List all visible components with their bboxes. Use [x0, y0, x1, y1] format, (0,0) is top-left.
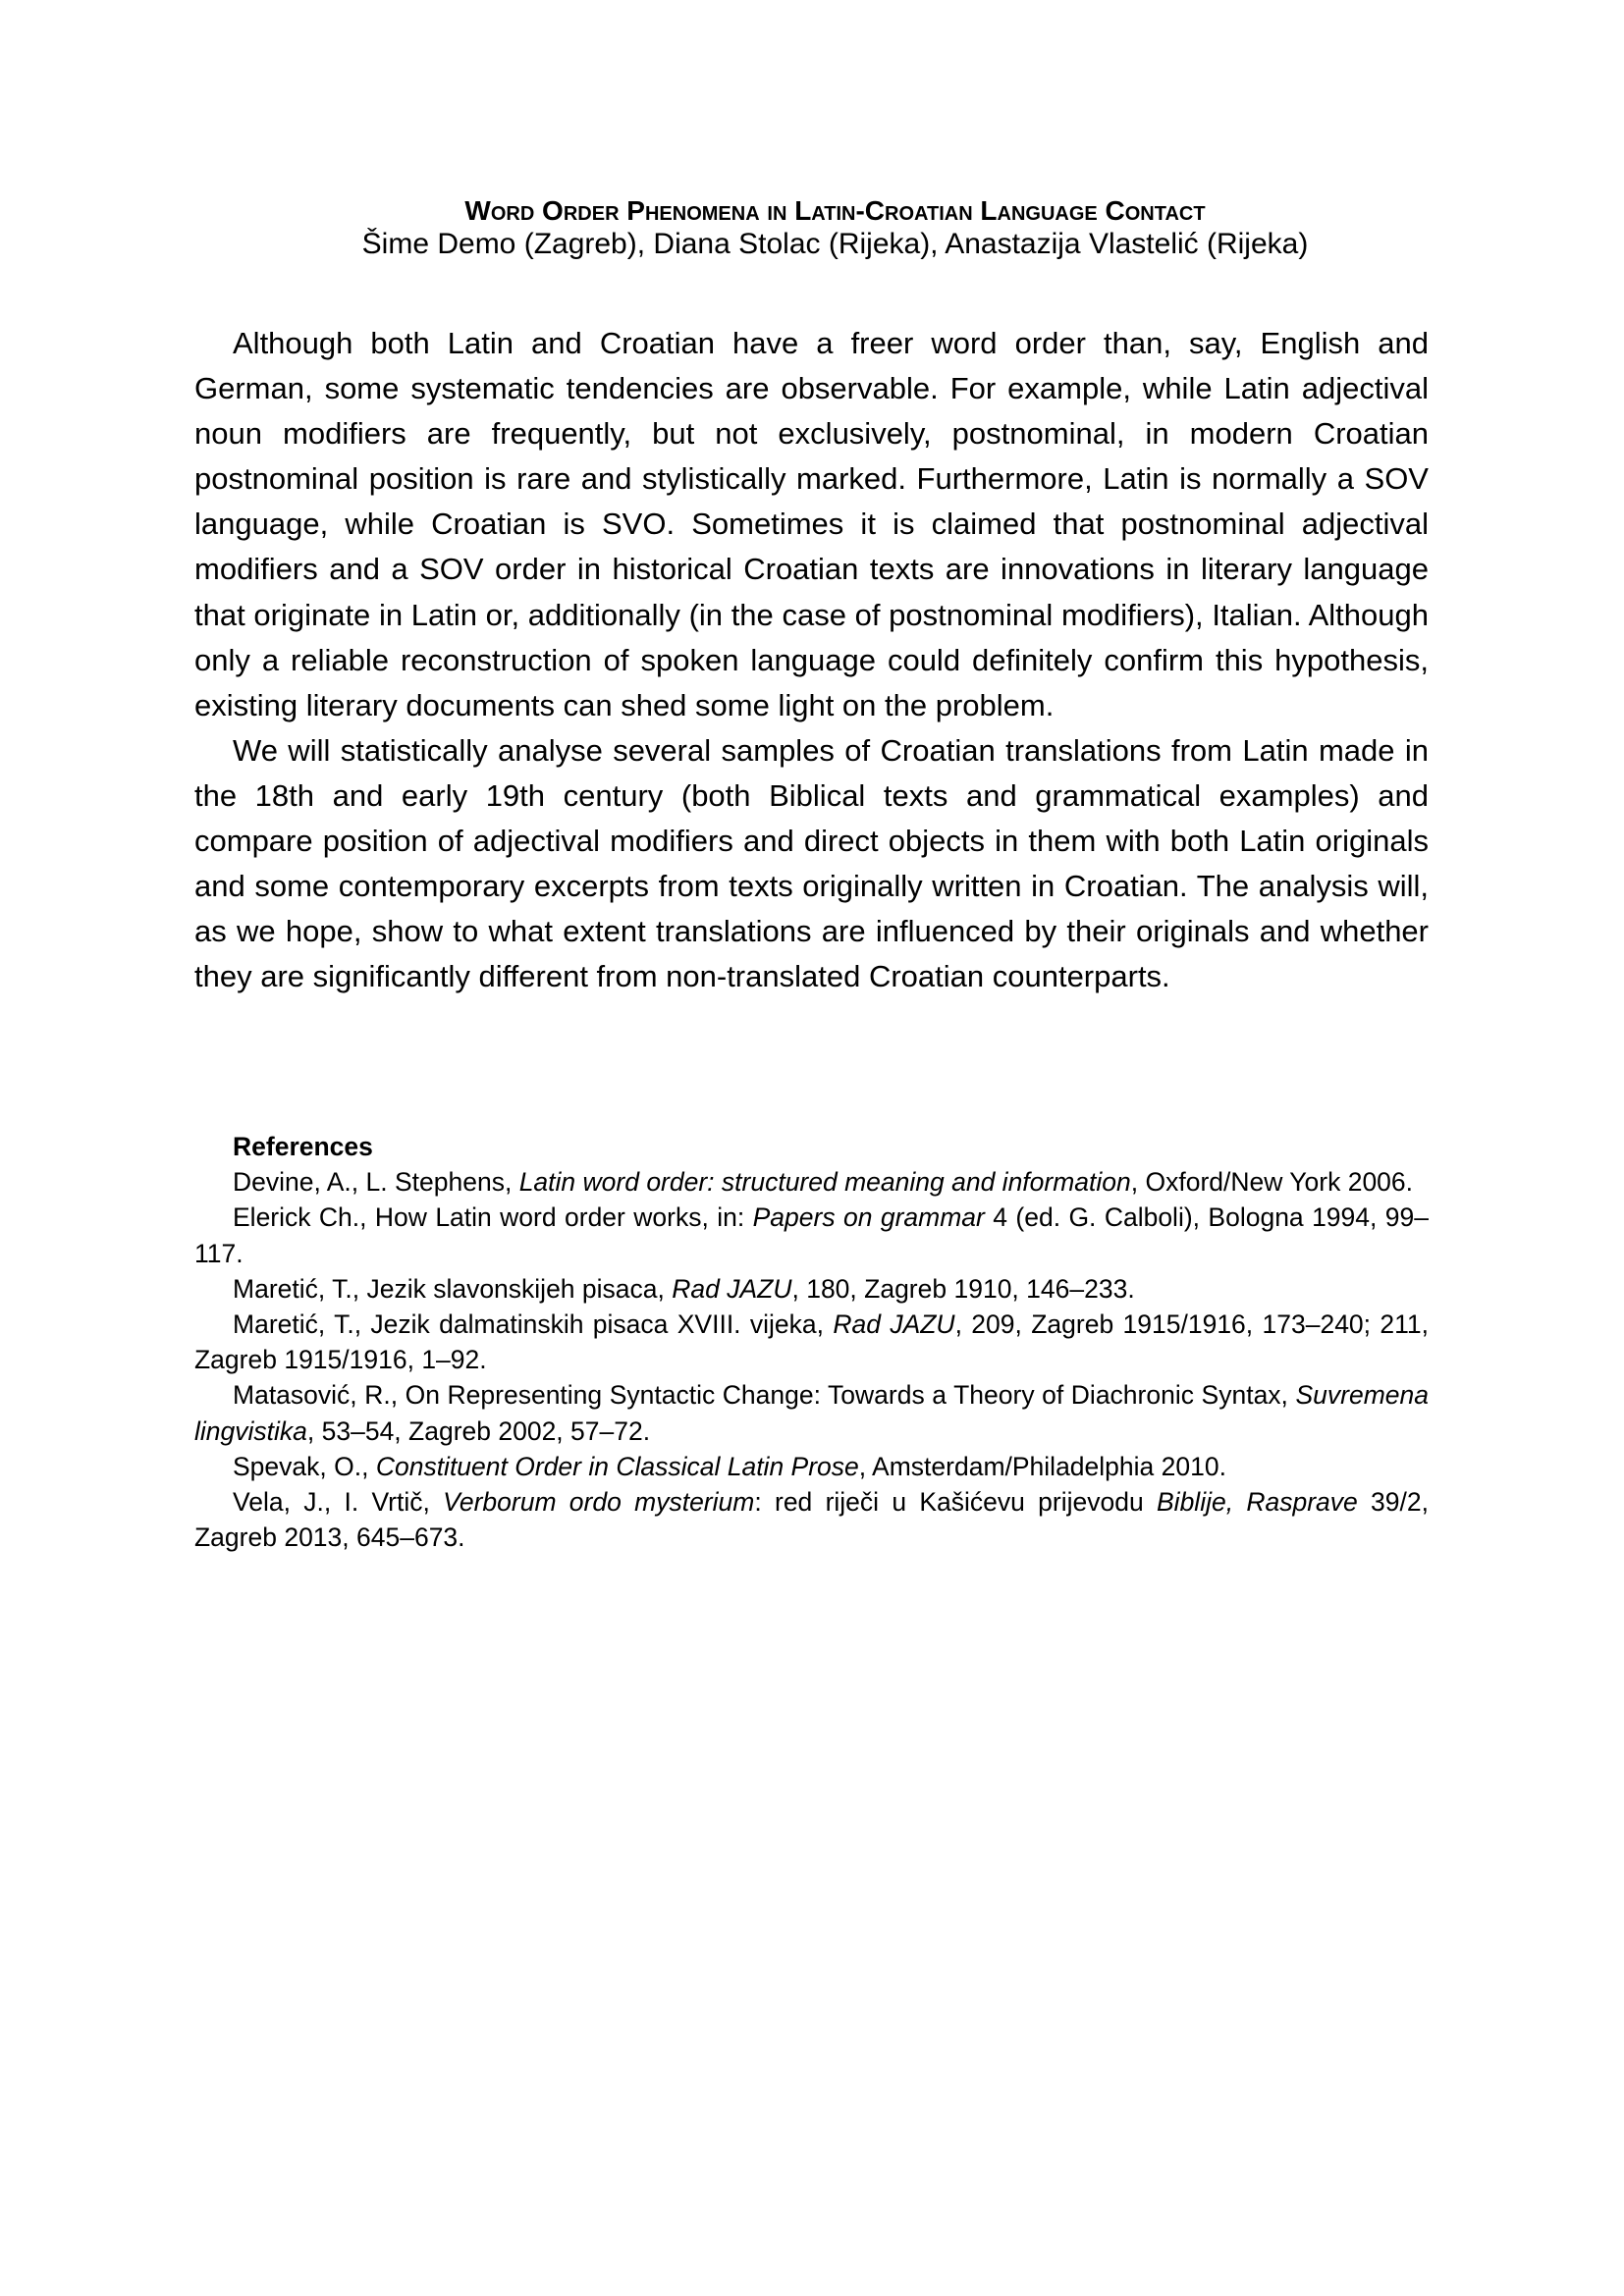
reference-title: Rad JAZU [672, 1273, 792, 1304]
reference-details: , Oxford/New York 2006. [1130, 1167, 1414, 1198]
reference-details: , 53–54, Zagreb 2002, 57–72. [306, 1415, 651, 1446]
reference-details: , 209, Zagreb 1915/1916, 173–240; 211, Zagreb 1915/1916, 1–92. [194, 1309, 1429, 1375]
reference-authors: Spevak, O., [233, 1451, 376, 1481]
reference-subtitle: : red riječi u Kašićevu prijevodu [754, 1487, 1157, 1518]
abstract-body [194, 321, 1429, 999]
reference-title: Rad JAZU [833, 1309, 955, 1340]
paper-title: Word Order Phenomena in Latin-Croatian Language Contact [464, 195, 1206, 226]
reference-authors: Maretić, T., Jezik slavonskijeh pisaca, [233, 1273, 673, 1304]
references-heading: References [233, 1132, 373, 1161]
reference-authors: Maretić, T., Jezik dalmatinskih pisaca XVIII. vijeka, [233, 1309, 834, 1340]
reference-details: 39/2, Zagreb 2013, 645–673. [194, 1487, 1429, 1553]
references-section [194, 1129, 1429, 1555]
reference-title: Papers on grammar [752, 1202, 985, 1233]
author-line: Šime Demo (Zagreb), Diana Stolac (Rijeka), Anastazija Vlastelić (Rijeka) [361, 228, 1309, 260]
reference-title: Suvremena lingvistika [194, 1380, 1429, 1446]
reference-title: Constituent Order in Classical Latin Prose [375, 1451, 859, 1481]
reference-authors: Vela, J., I. Vrtič, [233, 1487, 444, 1518]
reference-item [194, 1307, 1429, 1377]
reference-title: Verborum ordo mysterium [443, 1487, 755, 1518]
reference-item [194, 1271, 1429, 1307]
reference-item [194, 1377, 1429, 1448]
reference-item [194, 1200, 1429, 1270]
reference-item [194, 1449, 1429, 1484]
reference-item [194, 1484, 1429, 1555]
reference-authors: Devine, A., L. Stephens, [233, 1167, 519, 1198]
reference-item [194, 1164, 1429, 1200]
abstract-paragraph: We will statistically analyse several samples of Croatian translations from Latin made in the 18th and early 19th century (both Biblical texts and grammatical examples) and compare position of adjectival modifiers and direct objects in them with both Latin originals and some contemporary excerpts from texts originally written in Croatian. The analysis will, as we hope, show to what extent translations are influenced by their originals and whether they are significantly different from non-translated Croatian counterparts. [194, 732, 1429, 994]
reference-journal: Biblije, Rasprave [1157, 1487, 1358, 1518]
reference-details: 4 (ed. G. Calboli), Bologna 1994, 99–117. [194, 1202, 1429, 1268]
reference-title: Latin word order: structured meaning and information [518, 1167, 1131, 1198]
reference-details: , Amsterdam/Philadelphia 2010. [858, 1451, 1226, 1481]
abstract-paragraph: Although both Latin and Croatian have a freer word order than, say, English and German, some systematic tendencies are observable. For example, while Latin adjectival noun modifiers are frequently, but not exclusively, postnominal, in modern Croatian postnominal position is rare and stylistically marked. Furthermore, Latin is normally a SOV language, while Croatian is SVO. Sometimes it is claimed that postnominal adjectival modifiers and a SOV order in historical Croatian texts are innovations in literary language that originate in Latin or, additionally (in the case of postnominal modifiers), Italian. Although only a reliable reconstruction of spoken language could definitely confirm this hypothesis, existing literary documents can shed some light on the problem. [194, 326, 1429, 722]
reference-authors: Elerick Ch., How Latin word order works, in: [233, 1202, 753, 1233]
reference-details: , 180, Zagreb 1910, 146–233. [791, 1273, 1135, 1304]
reference-authors: Matasović, R., On Representing Syntactic Change: Towards a Theory of Diachronic Syntax, [233, 1380, 1296, 1411]
